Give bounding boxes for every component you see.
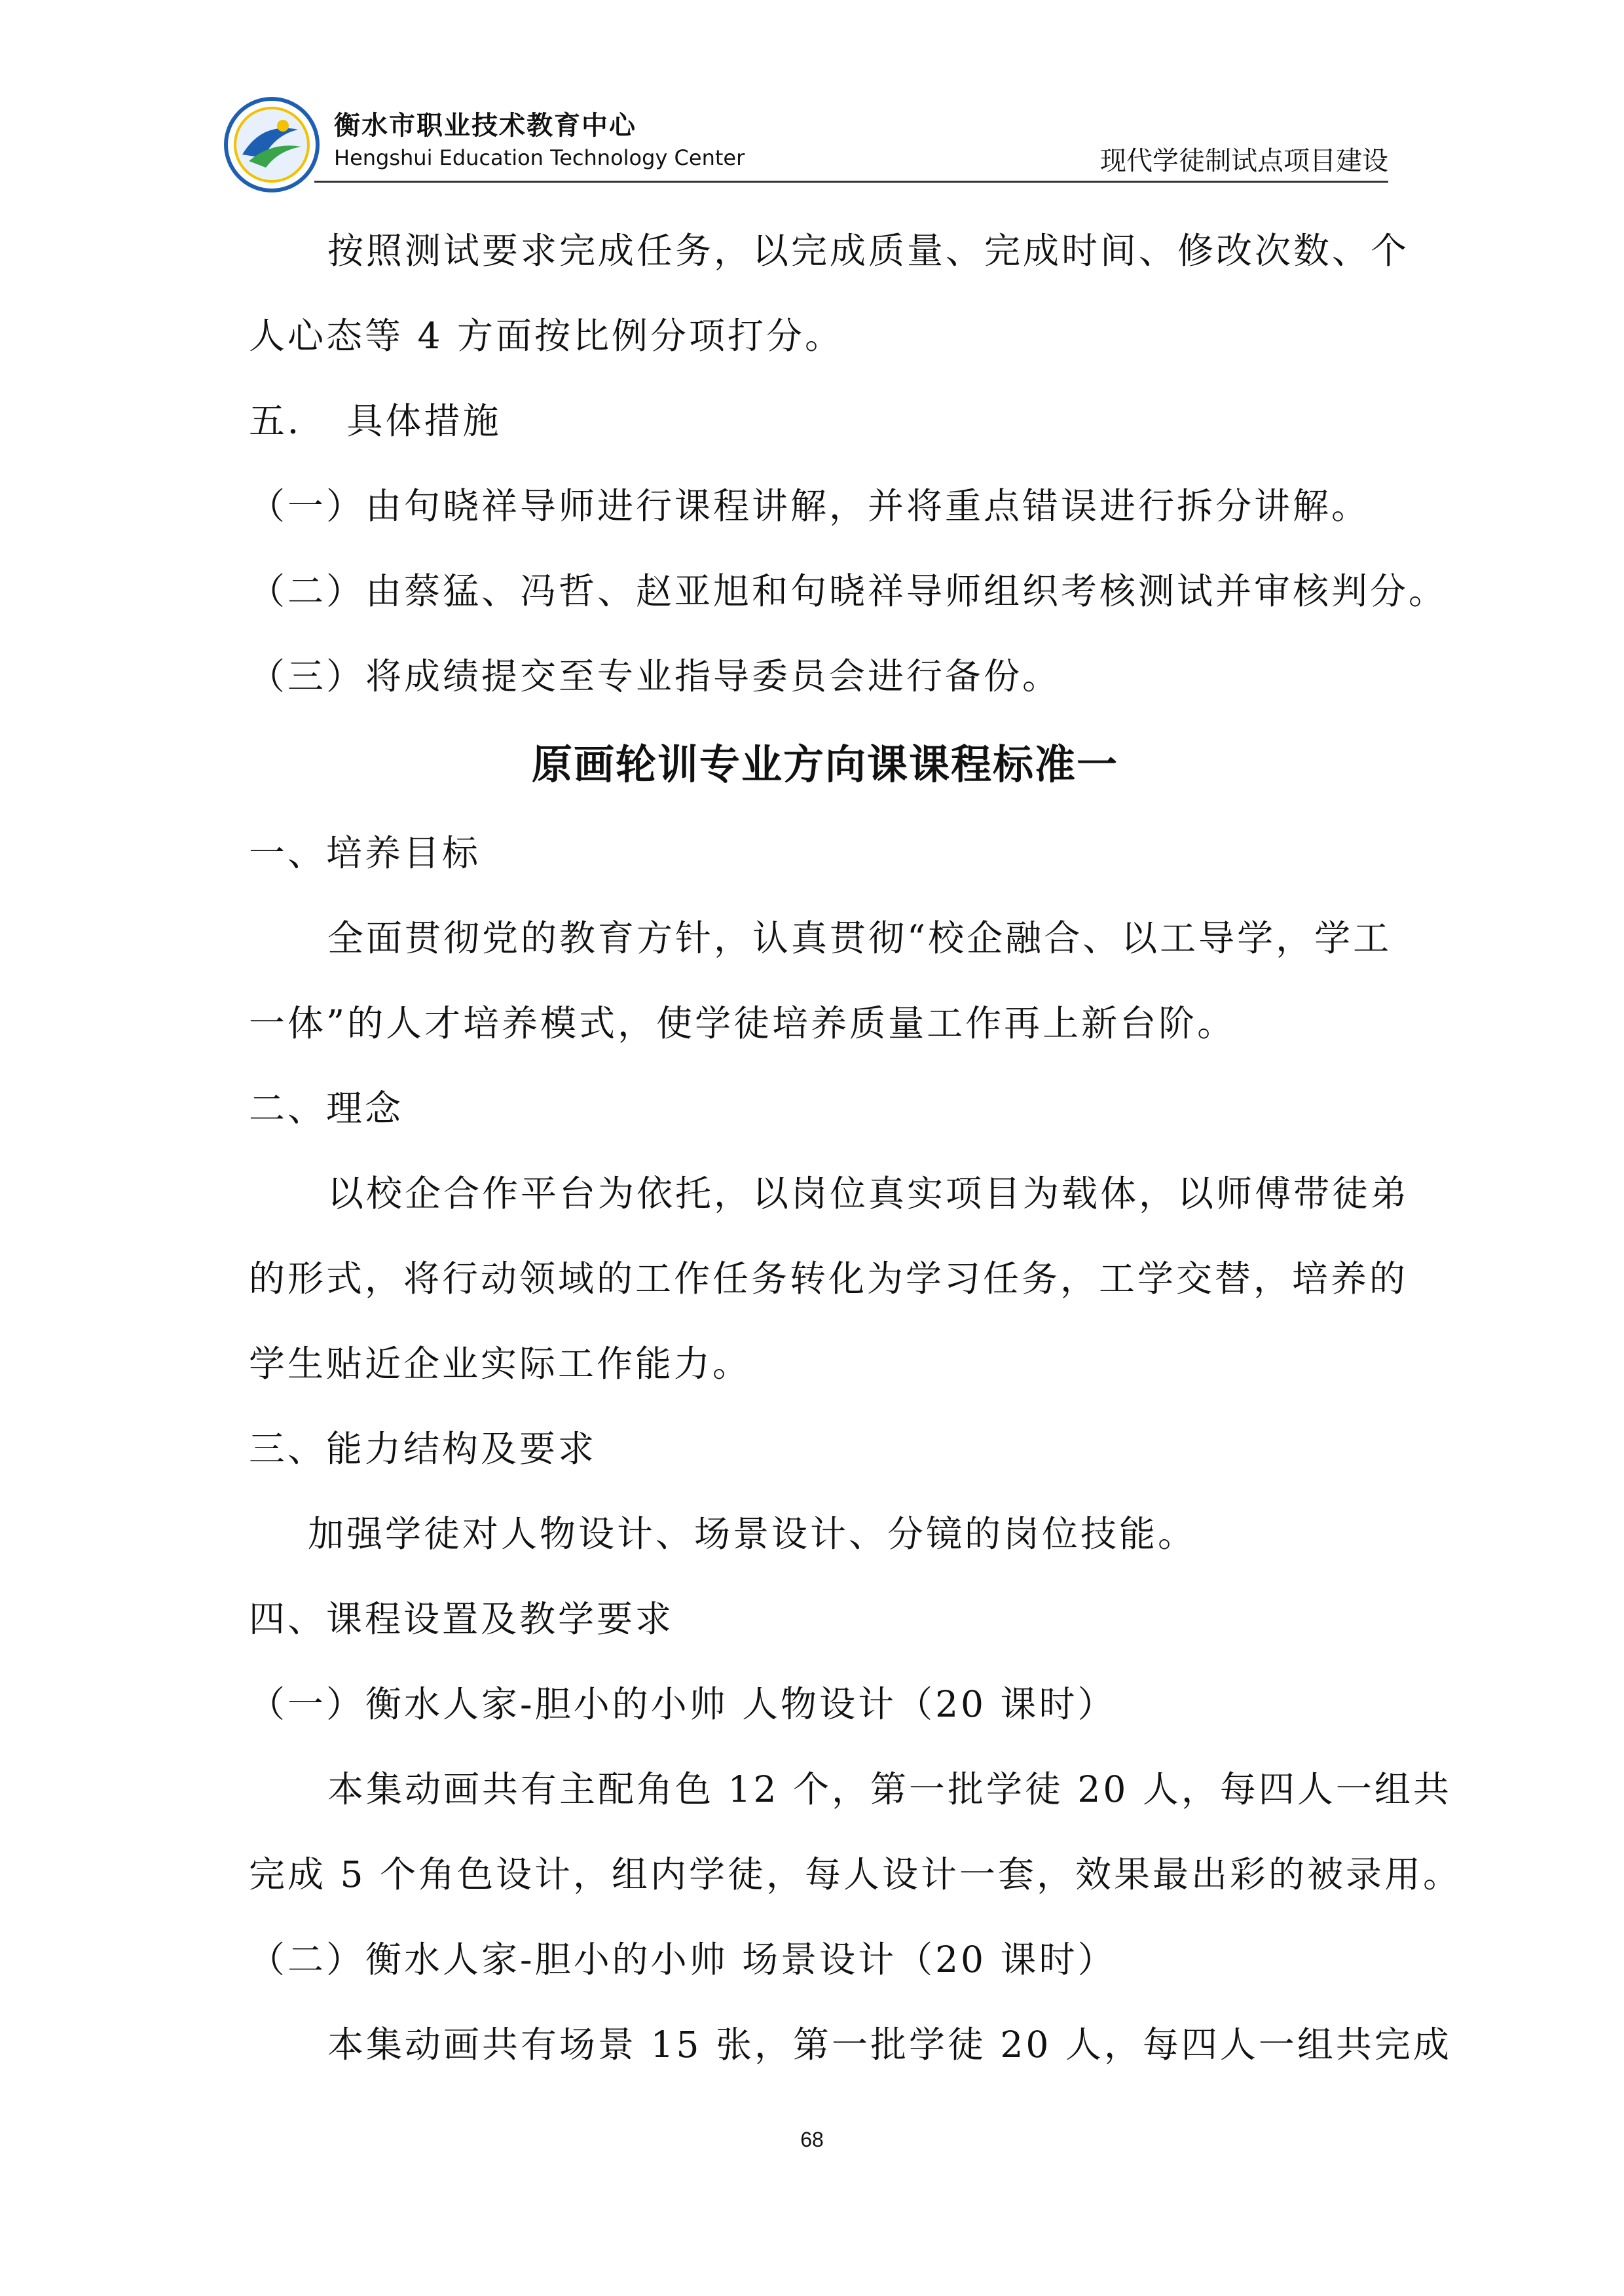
list-item-number: （一） — [249, 485, 365, 527]
section-heading: 二、理念 — [249, 1087, 404, 1129]
section-heading: 五． 具体措施 — [249, 400, 502, 442]
paragraph: 本集动画共有场景 15 张，第一批学徒 20 人，每四人一组共完成 — [327, 2024, 1452, 2066]
section-heading: 一、培养目标 — [249, 832, 481, 874]
org-name-cn: 衡水市职业技术教育中心 — [334, 111, 637, 141]
list-item — [249, 1662, 1401, 1747]
document-body — [249, 208, 1462, 2087]
paragraph: 完成 5 个角色设计，组内学徒，每人设计一套，效果最出彩的被录用。 — [249, 1853, 1462, 1895]
document-title: 原画轮训专业方向课课程标准一 — [531, 740, 1118, 788]
page-number: 68 — [800, 2128, 824, 2151]
page-header — [223, 92, 1388, 183]
list-item-number: （二） — [249, 570, 365, 612]
paragraph: 以校企合作平台为依托，以岗位真实项目为载体，以师傅带徒弟 — [327, 1173, 1410, 1214]
school-emblem-icon — [223, 96, 321, 194]
list-item-number: （二） — [249, 1939, 365, 1980]
paragraph: 全面贯彻党的教育方针，认真贯彻“校企融合、以工导学，学工 — [327, 917, 1392, 959]
list-item-number: （一） — [249, 1683, 365, 1725]
paragraph: 的形式，将行动领域的工作任务转化为学习任务，工学交替，培养的 — [249, 1258, 1409, 1300]
list-item — [249, 634, 1401, 719]
list-item-text: 衡水人家-胆小的小帅 人物设计（20 课时） — [365, 1683, 1116, 1725]
list-item-text: 衡水人家-胆小的小帅 场景设计（20 课时） — [365, 1939, 1116, 1980]
paragraph: 人心态等 4 方面按比例分项打分。 — [249, 315, 843, 357]
list-item-number: （三） — [249, 655, 365, 697]
header-divider — [314, 181, 1388, 183]
list-item-text: 由句晓祥导师进行课程讲解，并将重点错误进行拆分讲解。 — [365, 485, 1371, 527]
paragraph: 本集动画共有主配角色 12 个，第一批学徒 20 人，每四人一组共 — [327, 1768, 1452, 1810]
list-item-text: 将成绩提交至专业指导委员会进行备份。 — [365, 655, 1061, 697]
paragraph: 学生贴近企业实际工作能力。 — [249, 1343, 752, 1385]
project-title: 现代学徒制试点项目建设 — [1100, 146, 1388, 176]
org-name-en: Hengshui Education Technology Center — [334, 145, 745, 170]
list-item-text: 由蔡猛、冯哲、赵亚旭和句晓祥导师组织考核测试并审核判分。 — [365, 570, 1448, 612]
paragraph: 加强学徒对人物设计、场景设计、分镜的岗位技能。 — [308, 1513, 1197, 1555]
list-item — [249, 1917, 1401, 2002]
list-item — [249, 549, 1448, 634]
section-heading: 四、课程设置及教学要求 — [249, 1598, 674, 1640]
section-heading: 三、能力结构及要求 — [249, 1428, 597, 1470]
paragraph: 一体”的人才培养模式，使学徒培养质量工作再上新台阶。 — [249, 1002, 1236, 1044]
paragraph: 按照测试要求完成任务，以完成质量、完成时间、修改次数、个 — [327, 230, 1410, 272]
list-item — [249, 464, 1401, 549]
